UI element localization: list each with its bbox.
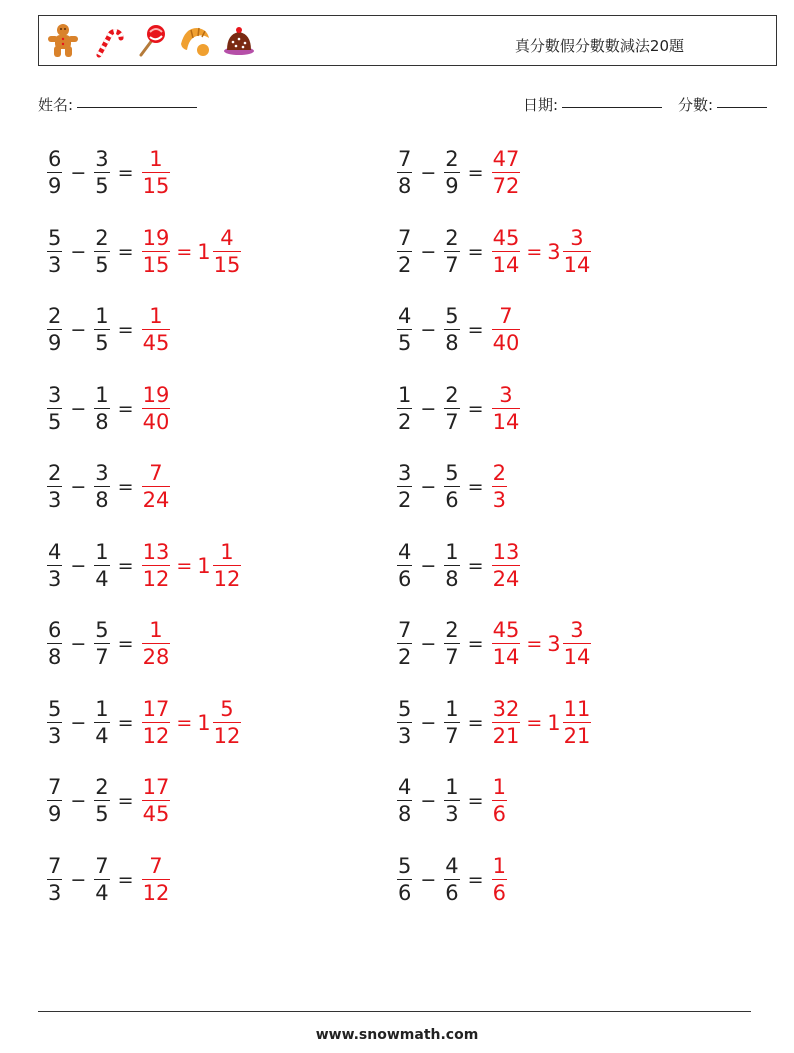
subtrahend-numerator: 7: [95, 853, 109, 878]
subtrahend-fraction: [444, 853, 459, 905]
answer-denominator: 28: [142, 645, 170, 669]
subtrahend-fraction: [94, 382, 109, 434]
answer: [141, 463, 172, 511]
mixed-whole-number: 3: [547, 239, 561, 264]
mixed-numerator: 5: [220, 696, 234, 721]
minuend-denominator: 3: [48, 252, 62, 277]
subtrahend-fraction: [94, 853, 109, 905]
problem-item: [396, 379, 521, 439]
minuend-numerator: 7: [48, 775, 62, 799]
minus-sign: −: [420, 554, 437, 577]
minuend-denominator: 5: [48, 409, 62, 434]
minuend-denominator: 8: [398, 174, 412, 198]
minuend-denominator: 2: [398, 488, 412, 512]
subtrahend-numerator: 1: [445, 696, 459, 721]
minuend-fraction: [47, 149, 62, 197]
minus-sign: −: [420, 240, 437, 263]
mixed-numerator: 3: [570, 618, 584, 642]
problem-item: [46, 300, 171, 360]
answer-numerator: 45: [492, 225, 520, 250]
mixed-whole-number: 1: [197, 553, 211, 578]
answer-numerator: 1: [492, 775, 506, 799]
subtrahend-numerator: 2: [445, 382, 459, 407]
problem-item: [46, 457, 171, 517]
problem-item: [396, 300, 521, 360]
problem-item: [46, 693, 242, 753]
mixed-fraction: [213, 696, 242, 748]
mixed-whole-number: 1: [197, 239, 211, 264]
equals-sign: =: [117, 790, 134, 812]
subtrahend-denominator: 4: [95, 723, 109, 748]
minuend-numerator: 6: [48, 618, 62, 642]
minuend-fraction: [397, 149, 412, 197]
answer-fraction: [142, 382, 171, 434]
equals-sign: =: [467, 868, 484, 891]
answer-fraction: [492, 225, 521, 277]
subtrahend-fraction: [94, 539, 109, 591]
minus-sign: −: [420, 790, 437, 812]
answer: [491, 306, 522, 354]
answer-denominator: 14: [492, 645, 520, 669]
answer-denominator: 14: [492, 409, 520, 434]
answer-numerator: 7: [149, 461, 163, 485]
answer-numerator: 13: [142, 539, 170, 564]
mixed-fraction: [563, 620, 592, 668]
answer-fraction: [142, 620, 171, 668]
minuend-denominator: 3: [48, 488, 62, 512]
answer-numerator: 32: [492, 696, 520, 721]
minus-sign: −: [70, 790, 87, 812]
problem-item: [396, 693, 592, 753]
equals-sign: =: [117, 319, 134, 341]
answer-fraction: [492, 306, 521, 354]
answer: [141, 539, 243, 591]
answer-fraction: [142, 225, 171, 277]
minuend-fraction: [397, 539, 412, 591]
minuend-denominator: 8: [48, 645, 62, 669]
minuend-fraction: [47, 620, 62, 668]
answer-fraction: [492, 853, 507, 905]
minuend-numerator: 4: [48, 539, 62, 564]
answer-denominator: 14: [492, 252, 520, 277]
problem-item: [46, 771, 171, 831]
answer-numerator: 45: [492, 618, 520, 642]
minus-sign: −: [70, 162, 87, 184]
equals-sign: =: [467, 790, 484, 812]
minuend-numerator: 3: [48, 382, 62, 407]
equals-sign: =: [467, 240, 484, 263]
equals-sign: =: [467, 397, 484, 420]
answer-denominator: 21: [492, 723, 520, 748]
subtrahend-numerator: 1: [95, 382, 109, 407]
mixed-denominator: 15: [213, 252, 241, 277]
equals-sign: =: [117, 162, 134, 184]
problem-item: [396, 222, 592, 282]
subtrahend-numerator: 2: [445, 618, 459, 642]
subtrahend-numerator: 1: [95, 696, 109, 721]
subtrahend-numerator: 3: [95, 147, 109, 171]
minus-sign: −: [420, 711, 437, 734]
problem-item: [396, 457, 508, 517]
minuend-fraction: [397, 306, 412, 354]
subtrahend-numerator: 5: [445, 304, 459, 328]
subtrahend-numerator: 2: [95, 225, 109, 250]
minuend-fraction: [397, 777, 412, 825]
minuend-numerator: 4: [398, 539, 412, 564]
problem-item: [46, 222, 242, 282]
equals-sign: =: [176, 554, 193, 577]
minuend-fraction: [47, 306, 62, 354]
subtrahend-fraction: [94, 306, 109, 354]
minus-sign: −: [420, 633, 437, 655]
mixed-denominator: 21: [563, 723, 591, 748]
subtrahend-fraction: [444, 382, 459, 434]
minuend-denominator: 8: [398, 802, 412, 826]
equals-sign: =: [117, 554, 134, 577]
minus-sign: −: [70, 240, 87, 263]
mixed-numerator: 11: [563, 696, 591, 721]
answer-fraction: [492, 777, 507, 825]
subtrahend-fraction: [444, 225, 459, 277]
mixed-denominator: 12: [213, 723, 241, 748]
answer-denominator: 24: [492, 566, 520, 591]
answer-denominator: 12: [142, 880, 170, 905]
answer-fraction: [492, 539, 521, 591]
subtrahend-fraction: [444, 306, 459, 354]
score-label: 分數:: [678, 96, 714, 114]
minus-sign: −: [70, 476, 87, 498]
subtrahend-fraction: [444, 620, 459, 668]
subtrahend-numerator: 4: [445, 853, 459, 878]
minuend-numerator: 4: [398, 304, 412, 328]
minuend-fraction: [47, 463, 62, 511]
minuend-numerator: 7: [398, 225, 412, 250]
minuend-fraction: [47, 382, 62, 434]
subtrahend-fraction: [444, 463, 459, 511]
subtrahend-denominator: 8: [95, 488, 109, 512]
answer-fraction: [142, 777, 171, 825]
answer-denominator: 6: [492, 802, 506, 826]
subtrahend-denominator: 3: [445, 802, 459, 826]
minuend-numerator: 5: [398, 853, 412, 878]
equals-sign: =: [467, 319, 484, 341]
answer-denominator: 45: [142, 331, 170, 355]
minuend-fraction: [397, 463, 412, 511]
mixed-whole-number: 1: [197, 710, 211, 735]
minuend-denominator: 2: [398, 252, 412, 277]
minuend-denominator: 9: [48, 174, 62, 198]
subtrahend-denominator: 7: [445, 252, 459, 277]
answer-fraction: [492, 382, 521, 434]
minuend-fraction: [397, 696, 412, 748]
answer: [141, 696, 243, 748]
answer-numerator: 19: [142, 382, 170, 407]
subtrahend-denominator: 7: [445, 645, 459, 669]
minus-sign: −: [70, 397, 87, 420]
mixed-whole-number: 3: [547, 632, 561, 656]
minuend-fraction: [397, 853, 412, 905]
minuend-fraction: [47, 539, 62, 591]
equals-sign: =: [467, 476, 484, 498]
answer-numerator: 17: [142, 696, 170, 721]
minuend-fraction: [47, 225, 62, 277]
minuend-numerator: 7: [48, 853, 62, 878]
minus-sign: −: [420, 397, 437, 420]
answer-fraction: [142, 853, 171, 905]
subtrahend-denominator: 4: [95, 880, 109, 905]
minuend-numerator: 3: [398, 461, 412, 485]
equals-sign: =: [117, 476, 134, 498]
answer: [491, 225, 593, 277]
subtrahend-fraction: [444, 149, 459, 197]
answer-numerator: 17: [142, 775, 170, 799]
answer-denominator: 15: [142, 174, 170, 198]
mixed-denominator: 12: [213, 566, 241, 591]
equals-sign: =: [467, 633, 484, 655]
mixed-denominator: 14: [563, 252, 591, 277]
subtrahend-denominator: 7: [95, 645, 109, 669]
footer-divider: [38, 1011, 751, 1012]
subtrahend-denominator: 6: [445, 488, 459, 512]
minus-sign: −: [420, 319, 437, 341]
answer-denominator: 40: [142, 409, 170, 434]
minuend-numerator: 5: [48, 225, 62, 250]
answer-numerator: 19: [142, 225, 170, 250]
problem-item: [46, 143, 171, 203]
minus-sign: −: [70, 711, 87, 734]
subtrahend-fraction: [94, 696, 109, 748]
subtrahend-fraction: [94, 463, 109, 511]
date-label: 日期:: [523, 96, 559, 114]
problem-item: [396, 771, 508, 831]
minuend-denominator: 9: [48, 802, 62, 826]
answer: [141, 620, 172, 668]
problem-item: [396, 143, 521, 203]
subtrahend-denominator: 9: [445, 174, 459, 198]
equals-sign: =: [526, 240, 543, 263]
mixed-numerator: 1: [220, 539, 234, 564]
minuend-fraction: [397, 225, 412, 277]
minuend-numerator: 7: [398, 147, 412, 171]
minuend-denominator: 6: [398, 566, 412, 591]
answer-denominator: 45: [142, 802, 170, 826]
answer-denominator: 12: [142, 723, 170, 748]
minuend-denominator: 3: [48, 566, 62, 591]
answer-numerator: 7: [499, 304, 513, 328]
mixed-fraction: [563, 225, 592, 277]
answer: [141, 225, 243, 277]
minuend-numerator: 2: [48, 304, 62, 328]
answer-fraction: [492, 620, 521, 668]
answer-fraction: [142, 306, 171, 354]
subtrahend-denominator: 4: [95, 566, 109, 591]
subtrahend-denominator: 8: [445, 331, 459, 355]
subtrahend-numerator: 1: [95, 304, 109, 328]
answer-denominator: 40: [492, 331, 520, 355]
problem-item: [46, 536, 242, 596]
minus-sign: −: [70, 633, 87, 655]
answer-fraction: [492, 463, 507, 511]
subtrahend-denominator: 5: [95, 174, 109, 198]
subtrahend-numerator: 1: [445, 775, 459, 799]
subtrahend-numerator: 1: [95, 539, 109, 564]
subtrahend-denominator: 6: [445, 880, 459, 905]
minus-sign: −: [70, 554, 87, 577]
mixed-whole-number: 1: [547, 710, 561, 735]
equals-sign: =: [117, 633, 134, 655]
answer-fraction: [142, 539, 171, 591]
equals-sign: =: [117, 240, 134, 263]
minus-sign: −: [70, 319, 87, 341]
minuend-fraction: [47, 853, 62, 905]
answer-fraction: [142, 696, 171, 748]
subtrahend-numerator: 5: [445, 461, 459, 485]
answer: [141, 382, 172, 434]
minuend-numerator: 5: [48, 696, 62, 721]
minuend-denominator: 3: [48, 723, 62, 748]
answer-fraction: [492, 696, 521, 748]
subtrahend-numerator: 5: [95, 618, 109, 642]
answer-denominator: 72: [492, 174, 520, 198]
answer-denominator: 15: [142, 252, 170, 277]
minuend-numerator: 7: [398, 618, 412, 642]
problem-item: [46, 850, 171, 910]
equals-sign: =: [176, 711, 193, 734]
mixed-fraction: [213, 539, 242, 591]
answer: [491, 382, 522, 434]
equals-sign: =: [467, 711, 484, 734]
answer-fraction: [142, 149, 171, 197]
minuend-fraction: [397, 382, 412, 434]
minuend-denominator: 6: [398, 880, 412, 905]
subtrahend-numerator: 1: [445, 539, 459, 564]
minus-sign: −: [420, 476, 437, 498]
name-label: 姓名:: [38, 96, 74, 114]
answer: [491, 620, 593, 668]
answer-numerator: 47: [492, 147, 520, 171]
answer: [491, 463, 508, 511]
minus-sign: −: [420, 868, 437, 891]
mixed-fraction: [213, 225, 242, 277]
minus-sign: −: [70, 868, 87, 891]
problem-item: [396, 536, 521, 596]
answer-numerator: 7: [149, 853, 163, 878]
subtrahend-numerator: 2: [445, 225, 459, 250]
subtrahend-numerator: 2: [95, 775, 109, 799]
subtrahend-numerator: 2: [445, 147, 459, 171]
answer-numerator: 1: [149, 618, 163, 642]
answer-denominator: 12: [142, 566, 170, 591]
subtrahend-fraction: [94, 620, 109, 668]
answer-numerator: 1: [492, 853, 506, 878]
footer-url: www.snowmath.com: [315, 1027, 479, 1043]
equals-sign: =: [176, 240, 193, 263]
answer: [141, 149, 172, 197]
answer: [491, 853, 508, 905]
subtrahend-fraction: [94, 149, 109, 197]
answer: [491, 777, 508, 825]
minuend-fraction: [397, 620, 412, 668]
answer: [491, 149, 522, 197]
equals-sign: =: [526, 711, 543, 734]
mixed-fraction: [563, 696, 592, 748]
equals-sign: =: [467, 554, 484, 577]
minus-sign: −: [420, 162, 437, 184]
answer-denominator: 24: [142, 488, 170, 512]
minuend-denominator: 2: [398, 409, 412, 434]
answer-numerator: 2: [492, 461, 506, 485]
answer-fraction: [142, 463, 171, 511]
subtrahend-fraction: [444, 696, 459, 748]
problem-item: [396, 614, 592, 674]
subtrahend-denominator: 7: [445, 723, 459, 748]
equals-sign: =: [117, 397, 134, 420]
minuend-numerator: 1: [398, 382, 412, 407]
subtrahend-fraction: [444, 539, 459, 591]
answer-numerator: 1: [149, 304, 163, 328]
minuend-denominator: 5: [398, 331, 412, 355]
minuend-denominator: 2: [398, 645, 412, 669]
subtrahend-fraction: [94, 225, 109, 277]
subtrahend-denominator: 7: [445, 409, 459, 434]
minuend-numerator: 2: [48, 461, 62, 485]
subtrahend-numerator: 3: [95, 461, 109, 485]
minuend-numerator: 4: [398, 775, 412, 799]
answer: [141, 306, 172, 354]
equals-sign: =: [117, 711, 134, 734]
minuend-numerator: 6: [48, 147, 62, 171]
equals-sign: =: [526, 633, 543, 655]
equals-sign: =: [467, 162, 484, 184]
minuend-denominator: 9: [48, 331, 62, 355]
subtrahend-denominator: 8: [445, 566, 459, 591]
subtrahend-fraction: [444, 777, 459, 825]
answer: [141, 853, 172, 905]
subtrahend-denominator: 5: [95, 252, 109, 277]
minuend-fraction: [47, 696, 62, 748]
minuend-denominator: 3: [398, 723, 412, 748]
minuend-numerator: 5: [398, 696, 412, 721]
problem-item: [46, 614, 171, 674]
subtrahend-denominator: 8: [95, 409, 109, 434]
answer-numerator: 3: [499, 382, 513, 407]
problem-item: [396, 850, 508, 910]
answer: [491, 696, 593, 748]
answer: [141, 777, 172, 825]
answer-denominator: 6: [492, 880, 506, 905]
mixed-denominator: 14: [563, 645, 591, 669]
answer-numerator: 13: [492, 539, 520, 564]
answer: [491, 539, 522, 591]
subtrahend-denominator: 5: [95, 802, 109, 826]
worksheet-title: 真分數假分數數減法20題: [514, 37, 684, 55]
subtrahend-denominator: 5: [95, 331, 109, 355]
answer-numerator: 1: [149, 147, 163, 171]
minuend-fraction: [47, 777, 62, 825]
mixed-numerator: 4: [220, 225, 234, 250]
problem-item: [46, 379, 171, 439]
answer-denominator: 3: [492, 488, 506, 512]
mixed-numerator: 3: [570, 225, 584, 250]
subtrahend-fraction: [94, 777, 109, 825]
minuend-denominator: 3: [48, 880, 62, 905]
equals-sign: =: [117, 868, 134, 891]
answer-fraction: [492, 149, 521, 197]
